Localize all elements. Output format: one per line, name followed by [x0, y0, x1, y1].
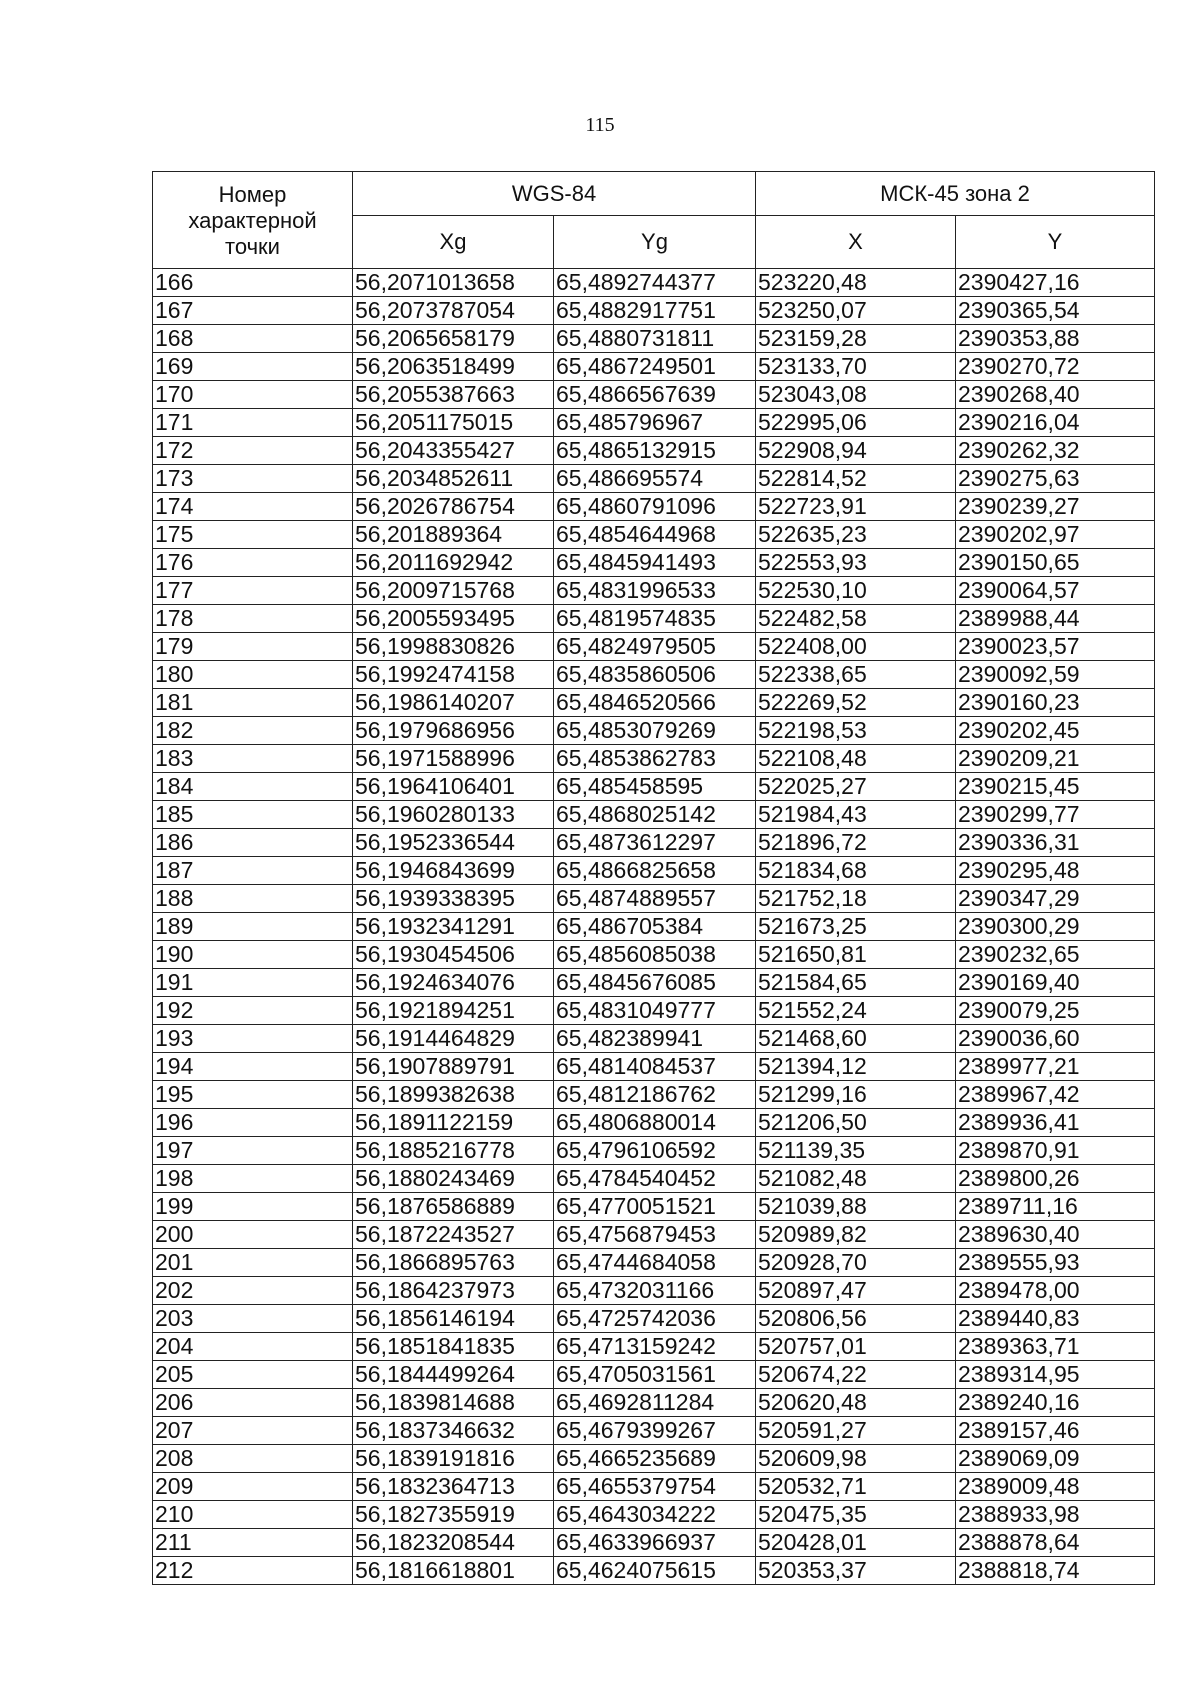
xg-cell: 56,1964106401 [353, 773, 554, 801]
xg-cell: 56,1880243469 [353, 1165, 554, 1193]
x-cell: 522814,52 [756, 465, 956, 493]
yg-cell: 65,4835860506 [554, 661, 756, 689]
table-row [153, 661, 1155, 689]
point-number-cell: 199 [153, 1193, 353, 1221]
x-cell: 520897,47 [756, 1277, 956, 1305]
table-row [153, 885, 1155, 913]
table-row [153, 605, 1155, 633]
point-number-cell: 176 [153, 549, 353, 577]
yg-cell: 65,486705384 [554, 913, 756, 941]
x-cell: 521552,24 [756, 997, 956, 1025]
xg-cell: 56,2051175015 [353, 409, 554, 437]
yg-cell: 65,4824979505 [554, 633, 756, 661]
x-cell: 523159,28 [756, 325, 956, 353]
y-cell: 2390092,59 [956, 661, 1155, 689]
point-number-cell: 174 [153, 493, 353, 521]
point-number-cell: 203 [153, 1305, 353, 1333]
y-cell: 2389157,46 [956, 1417, 1155, 1445]
point-number-cell: 210 [153, 1501, 353, 1529]
y-cell: 2389967,42 [956, 1081, 1155, 1109]
yg-cell: 65,482389941 [554, 1025, 756, 1053]
y-cell: 2389069,09 [956, 1445, 1155, 1473]
xg-cell: 56,2073787054 [353, 297, 554, 325]
xg-cell: 56,1930454506 [353, 941, 554, 969]
table-row [153, 997, 1155, 1025]
point-number-cell: 177 [153, 577, 353, 605]
yg-cell: 65,4756879453 [554, 1221, 756, 1249]
y-cell: 2390064,57 [956, 577, 1155, 605]
x-cell: 520806,56 [756, 1305, 956, 1333]
yg-cell: 65,4812186762 [554, 1081, 756, 1109]
yg-cell: 65,4819574835 [554, 605, 756, 633]
point-number-cell: 206 [153, 1389, 353, 1417]
y-cell: 2389478,00 [956, 1277, 1155, 1305]
yg-cell: 65,4892744377 [554, 269, 756, 297]
xg-cell: 56,1939338395 [353, 885, 554, 913]
yg-cell: 65,4784540452 [554, 1165, 756, 1193]
point-number-cell: 198 [153, 1165, 353, 1193]
y-cell: 2390275,63 [956, 465, 1155, 493]
xg-cell: 56,2055387663 [353, 381, 554, 409]
table-row [153, 353, 1155, 381]
x-cell: 520591,27 [756, 1417, 956, 1445]
yg-cell: 65,4866825658 [554, 857, 756, 885]
page-number: 115 [585, 114, 615, 136]
xg-cell: 56,1851841835 [353, 1333, 554, 1361]
yg-cell: 65,4882917751 [554, 297, 756, 325]
x-cell: 523133,70 [756, 353, 956, 381]
x-cell: 521673,25 [756, 913, 956, 941]
y-cell: 2390295,48 [956, 857, 1155, 885]
y-cell: 2388933,98 [956, 1501, 1155, 1529]
x-cell: 523220,48 [756, 269, 956, 297]
point-number-cell: 183 [153, 745, 353, 773]
x-cell: 522553,93 [756, 549, 956, 577]
x-cell: 521650,81 [756, 941, 956, 969]
xg-cell: 56,1864237973 [353, 1277, 554, 1305]
table-row [153, 1557, 1155, 1585]
point-number-cell: 178 [153, 605, 353, 633]
xg-cell: 56,1839814688 [353, 1389, 554, 1417]
x-cell: 521584,65 [756, 969, 956, 997]
xg-cell: 56,2071013658 [353, 269, 554, 297]
table-row [153, 1221, 1155, 1249]
yg-cell: 65,4880731811 [554, 325, 756, 353]
y-cell: 2390160,23 [956, 689, 1155, 717]
table-row [153, 1053, 1155, 1081]
y-cell: 2390209,21 [956, 745, 1155, 773]
y-cell: 2389009,48 [956, 1473, 1155, 1501]
point-number-cell: 169 [153, 353, 353, 381]
point-number-cell: 190 [153, 941, 353, 969]
x-cell: 520928,70 [756, 1249, 956, 1277]
table-row [153, 633, 1155, 661]
point-number-cell: 192 [153, 997, 353, 1025]
point-number-cell: 207 [153, 1417, 353, 1445]
table-row [153, 381, 1155, 409]
x-cell: 520532,71 [756, 1473, 956, 1501]
x-cell: 521834,68 [756, 857, 956, 885]
y-cell: 2389314,95 [956, 1361, 1155, 1389]
table-row [153, 549, 1155, 577]
point-number-cell: 180 [153, 661, 353, 689]
point-number-cell: 208 [153, 1445, 353, 1473]
point-number-cell: 181 [153, 689, 353, 717]
point-label-line1: Номер [218, 181, 287, 207]
point-number-cell: 186 [153, 829, 353, 857]
x-cell: 522995,06 [756, 409, 956, 437]
x-cell: 523250,07 [756, 297, 956, 325]
msk45-group-header: МСК-45 зона 2 [756, 172, 1155, 216]
yg-cell: 65,4806880014 [554, 1109, 756, 1137]
x-cell: 520674,22 [756, 1361, 956, 1389]
point-number-cell: 211 [153, 1529, 353, 1557]
yg-cell: 65,4692811284 [554, 1389, 756, 1417]
point-label-line2: характерной [188, 207, 317, 233]
xg-cell: 56,1992474158 [353, 661, 554, 689]
xg-cell: 56,1856146194 [353, 1305, 554, 1333]
table-row [153, 801, 1155, 829]
point-number-cell: 185 [153, 801, 353, 829]
table-row [153, 325, 1155, 353]
x-cell: 520475,35 [756, 1501, 956, 1529]
x-cell: 522482,58 [756, 605, 956, 633]
xg-cell: 56,1932341291 [353, 913, 554, 941]
xg-cell: 56,1832364713 [353, 1473, 554, 1501]
y-cell: 2389977,21 [956, 1053, 1155, 1081]
table-row [153, 745, 1155, 773]
point-number-cell: 200 [153, 1221, 353, 1249]
table-row [153, 829, 1155, 857]
xg-cell: 56,1924634076 [353, 969, 554, 997]
table-row [153, 941, 1155, 969]
y-cell: 2388818,74 [956, 1557, 1155, 1585]
x-cell: 522269,52 [756, 689, 956, 717]
y-cell: 2390427,16 [956, 269, 1155, 297]
yg-cell: 65,4831996533 [554, 577, 756, 605]
yg-cell: 65,4868025142 [554, 801, 756, 829]
table-row [153, 409, 1155, 437]
x-cell: 521206,50 [756, 1109, 956, 1137]
y-cell: 2390023,57 [956, 633, 1155, 661]
table-row [153, 773, 1155, 801]
yg-cell: 65,4853079269 [554, 717, 756, 745]
y-cell: 2390270,72 [956, 353, 1155, 381]
y-cell: 2390202,97 [956, 521, 1155, 549]
xg-cell: 56,1876586889 [353, 1193, 554, 1221]
y-cell: 2390079,25 [956, 997, 1155, 1025]
table-row [153, 437, 1155, 465]
table-row [153, 1193, 1155, 1221]
x-cell: 522908,94 [756, 437, 956, 465]
yg-cell: 65,4846520566 [554, 689, 756, 717]
table-row [153, 1529, 1155, 1557]
table-row [153, 1361, 1155, 1389]
yg-cell: 65,4866567639 [554, 381, 756, 409]
point-number-cell: 187 [153, 857, 353, 885]
yg-cell: 65,4643034222 [554, 1501, 756, 1529]
point-label-line3: точки [225, 233, 280, 259]
y-cell: 2390299,77 [956, 801, 1155, 829]
point-number-cell: 173 [153, 465, 353, 493]
xg-cell: 56,1986140207 [353, 689, 554, 717]
y-cell: 2389240,16 [956, 1389, 1155, 1417]
x-cell: 522338,65 [756, 661, 956, 689]
point-number-cell: 195 [153, 1081, 353, 1109]
x-cell: 521039,88 [756, 1193, 956, 1221]
y-cell: 2389363,71 [956, 1333, 1155, 1361]
y-cell: 2390216,04 [956, 409, 1155, 437]
table-row [153, 689, 1155, 717]
yg-cell: 65,485458595 [554, 773, 756, 801]
xg-cell: 56,1837346632 [353, 1417, 554, 1445]
yg-cell: 65,4845941493 [554, 549, 756, 577]
x-cell: 522108,48 [756, 745, 956, 773]
yg-cell: 65,4725742036 [554, 1305, 756, 1333]
xg-cell: 56,1866895763 [353, 1249, 554, 1277]
xg-cell: 56,2063518499 [353, 353, 554, 381]
table-row [153, 1417, 1155, 1445]
xg-cell: 56,1899382638 [353, 1081, 554, 1109]
point-number-cell: 166 [153, 269, 353, 297]
y-cell: 2389988,44 [956, 605, 1155, 633]
y-cell: 2389440,83 [956, 1305, 1155, 1333]
y-cell: 2390232,65 [956, 941, 1155, 969]
point-number-cell: 191 [153, 969, 353, 997]
table-row [153, 969, 1155, 997]
x-cell: 521984,43 [756, 801, 956, 829]
table-row [153, 1165, 1155, 1193]
y-cell: 2388878,64 [956, 1529, 1155, 1557]
yg-cell: 65,4655379754 [554, 1473, 756, 1501]
y-cell: 2389870,91 [956, 1137, 1155, 1165]
xg-cell: 56,1844499264 [353, 1361, 554, 1389]
point-number-cell: 194 [153, 1053, 353, 1081]
xg-cell: 56,2034852611 [353, 465, 554, 493]
point-number-cell: 182 [153, 717, 353, 745]
table-row [153, 521, 1155, 549]
table-row [153, 1025, 1155, 1053]
y-cell: 2390336,31 [956, 829, 1155, 857]
y-cell: 2390268,40 [956, 381, 1155, 409]
xg-cell: 56,1946843699 [353, 857, 554, 885]
table-row [153, 1473, 1155, 1501]
table-row [153, 493, 1155, 521]
y-cell: 2390262,32 [956, 437, 1155, 465]
table-row [153, 913, 1155, 941]
y-cell: 2389936,41 [956, 1109, 1155, 1137]
yg-cell: 65,4867249501 [554, 353, 756, 381]
point-number-cell: 175 [153, 521, 353, 549]
point-number-cell: 179 [153, 633, 353, 661]
x-cell: 521468,60 [756, 1025, 956, 1053]
xg-cell: 56,1839191816 [353, 1445, 554, 1473]
xg-cell: 56,2005593495 [353, 605, 554, 633]
x-cell: 523043,08 [756, 381, 956, 409]
x-cell: 521752,18 [756, 885, 956, 913]
yg-cell: 65,4633966937 [554, 1529, 756, 1557]
yg-cell: 65,4814084537 [554, 1053, 756, 1081]
yg-cell: 65,4705031561 [554, 1361, 756, 1389]
xg-cell: 56,1816618801 [353, 1557, 554, 1585]
x-cell: 521394,12 [756, 1053, 956, 1081]
point-number-cell: 204 [153, 1333, 353, 1361]
table-row [153, 1249, 1155, 1277]
x-cell: 522723,91 [756, 493, 956, 521]
table-row [153, 1137, 1155, 1165]
table-row [153, 1109, 1155, 1137]
table-row [153, 717, 1155, 745]
xg-cell: 56,2009715768 [353, 577, 554, 605]
yg-cell: 65,4665235689 [554, 1445, 756, 1473]
y-cell: 2390239,27 [956, 493, 1155, 521]
table-row [153, 577, 1155, 605]
yg-cell: 65,4853862783 [554, 745, 756, 773]
xg-cell: 56,1979686956 [353, 717, 554, 745]
point-number-cell: 170 [153, 381, 353, 409]
table-row [153, 1305, 1155, 1333]
yg-cell: 65,4873612297 [554, 829, 756, 857]
table-row [153, 1501, 1155, 1529]
x-cell: 522198,53 [756, 717, 956, 745]
x-cell: 520609,98 [756, 1445, 956, 1473]
xg-cell: 56,1827355919 [353, 1501, 554, 1529]
xg-cell: 56,2011692942 [353, 549, 554, 577]
yg-cell: 65,4856085038 [554, 941, 756, 969]
table-row [153, 1333, 1155, 1361]
xg-cell: 56,1952336544 [353, 829, 554, 857]
x-cell: 520353,37 [756, 1557, 956, 1585]
point-number-cell: 184 [153, 773, 353, 801]
x-cell: 520989,82 [756, 1221, 956, 1249]
table-row [153, 1081, 1155, 1109]
table-header [153, 172, 1155, 269]
table-row [153, 465, 1155, 493]
yg-cell: 65,4679399267 [554, 1417, 756, 1445]
point-number-cell: 202 [153, 1277, 353, 1305]
point-number-cell: 188 [153, 885, 353, 913]
xg-cell: 56,1971588996 [353, 745, 554, 773]
point-number-cell: 172 [153, 437, 353, 465]
y-cell: 2389800,26 [956, 1165, 1155, 1193]
yg-cell: 65,485796967 [554, 409, 756, 437]
y-cell: 2390353,88 [956, 325, 1155, 353]
x-cell: 520757,01 [756, 1333, 956, 1361]
point-number-cell: 167 [153, 297, 353, 325]
yg-cell: 65,4624075615 [554, 1557, 756, 1585]
point-number-cell: 171 [153, 409, 353, 437]
x-cell: 521299,16 [756, 1081, 956, 1109]
xg-column-header: Xg [353, 216, 554, 269]
yg-cell: 65,4854644968 [554, 521, 756, 549]
table-row [153, 1445, 1155, 1473]
x-cell: 521139,35 [756, 1137, 956, 1165]
y-cell: 2390036,60 [956, 1025, 1155, 1053]
y-cell: 2390347,29 [956, 885, 1155, 913]
y-cell: 2390202,45 [956, 717, 1155, 745]
x-cell: 522408,00 [756, 633, 956, 661]
point-number-cell: 168 [153, 325, 353, 353]
xg-cell: 56,201889364 [353, 521, 554, 549]
xg-cell: 56,1914464829 [353, 1025, 554, 1053]
y-cell: 2389711,16 [956, 1193, 1155, 1221]
yg-cell: 65,4770051521 [554, 1193, 756, 1221]
xg-cell: 56,1891122159 [353, 1109, 554, 1137]
point-number-cell: 205 [153, 1361, 353, 1389]
yg-cell: 65,4744684058 [554, 1249, 756, 1277]
y-cell: 2389555,93 [956, 1249, 1155, 1277]
point-number-cell: 197 [153, 1137, 353, 1165]
xg-cell: 56,2065658179 [353, 325, 554, 353]
x-cell: 522635,23 [756, 521, 956, 549]
yg-cell: 65,4865132915 [554, 437, 756, 465]
xg-cell: 56,1921894251 [353, 997, 554, 1025]
x-cell: 520620,48 [756, 1389, 956, 1417]
table-row [153, 1277, 1155, 1305]
y-cell: 2390365,54 [956, 297, 1155, 325]
xg-cell: 56,1907889791 [353, 1053, 554, 1081]
point-number-header [153, 172, 353, 269]
x-cell: 521082,48 [756, 1165, 956, 1193]
xg-cell: 56,1998830826 [353, 633, 554, 661]
xg-cell: 56,1823208544 [353, 1529, 554, 1557]
y-cell: 2390300,29 [956, 913, 1155, 941]
x-column-header: X [756, 216, 956, 269]
xg-cell: 56,2026786754 [353, 493, 554, 521]
wgs84-group-header: WGS-84 [353, 172, 756, 216]
x-cell: 521896,72 [756, 829, 956, 857]
point-number-cell: 212 [153, 1557, 353, 1585]
yg-cell: 65,4874889557 [554, 885, 756, 913]
xg-cell: 56,1960280133 [353, 801, 554, 829]
point-number-cell: 201 [153, 1249, 353, 1277]
yg-cell: 65,486695574 [554, 465, 756, 493]
yg-cell: 65,4713159242 [554, 1333, 756, 1361]
point-number-cell: 189 [153, 913, 353, 941]
yg-cell: 65,4845676085 [554, 969, 756, 997]
x-cell: 520428,01 [756, 1529, 956, 1557]
y-column-header: Y [956, 216, 1155, 269]
x-cell: 522530,10 [756, 577, 956, 605]
yg-column-header: Yg [554, 216, 756, 269]
table-row [153, 857, 1155, 885]
yg-cell: 65,4796106592 [554, 1137, 756, 1165]
y-cell: 2390215,45 [956, 773, 1155, 801]
table-row [153, 1389, 1155, 1417]
xg-cell: 56,1885216778 [353, 1137, 554, 1165]
yg-cell: 65,4831049777 [554, 997, 756, 1025]
xg-cell: 56,2043355427 [353, 437, 554, 465]
point-number-cell: 209 [153, 1473, 353, 1501]
y-cell: 2390150,65 [956, 549, 1155, 577]
y-cell: 2389630,40 [956, 1221, 1155, 1249]
yg-cell: 65,4732031166 [554, 1277, 756, 1305]
x-cell: 522025,27 [756, 773, 956, 801]
table-body [153, 269, 1155, 1585]
table-row [153, 297, 1155, 325]
y-cell: 2390169,40 [956, 969, 1155, 997]
xg-cell: 56,1872243527 [353, 1221, 554, 1249]
yg-cell: 65,4860791096 [554, 493, 756, 521]
point-number-cell: 196 [153, 1109, 353, 1137]
table-row [153, 269, 1155, 297]
coordinates-table [152, 171, 1155, 1585]
point-number-cell: 193 [153, 1025, 353, 1053]
